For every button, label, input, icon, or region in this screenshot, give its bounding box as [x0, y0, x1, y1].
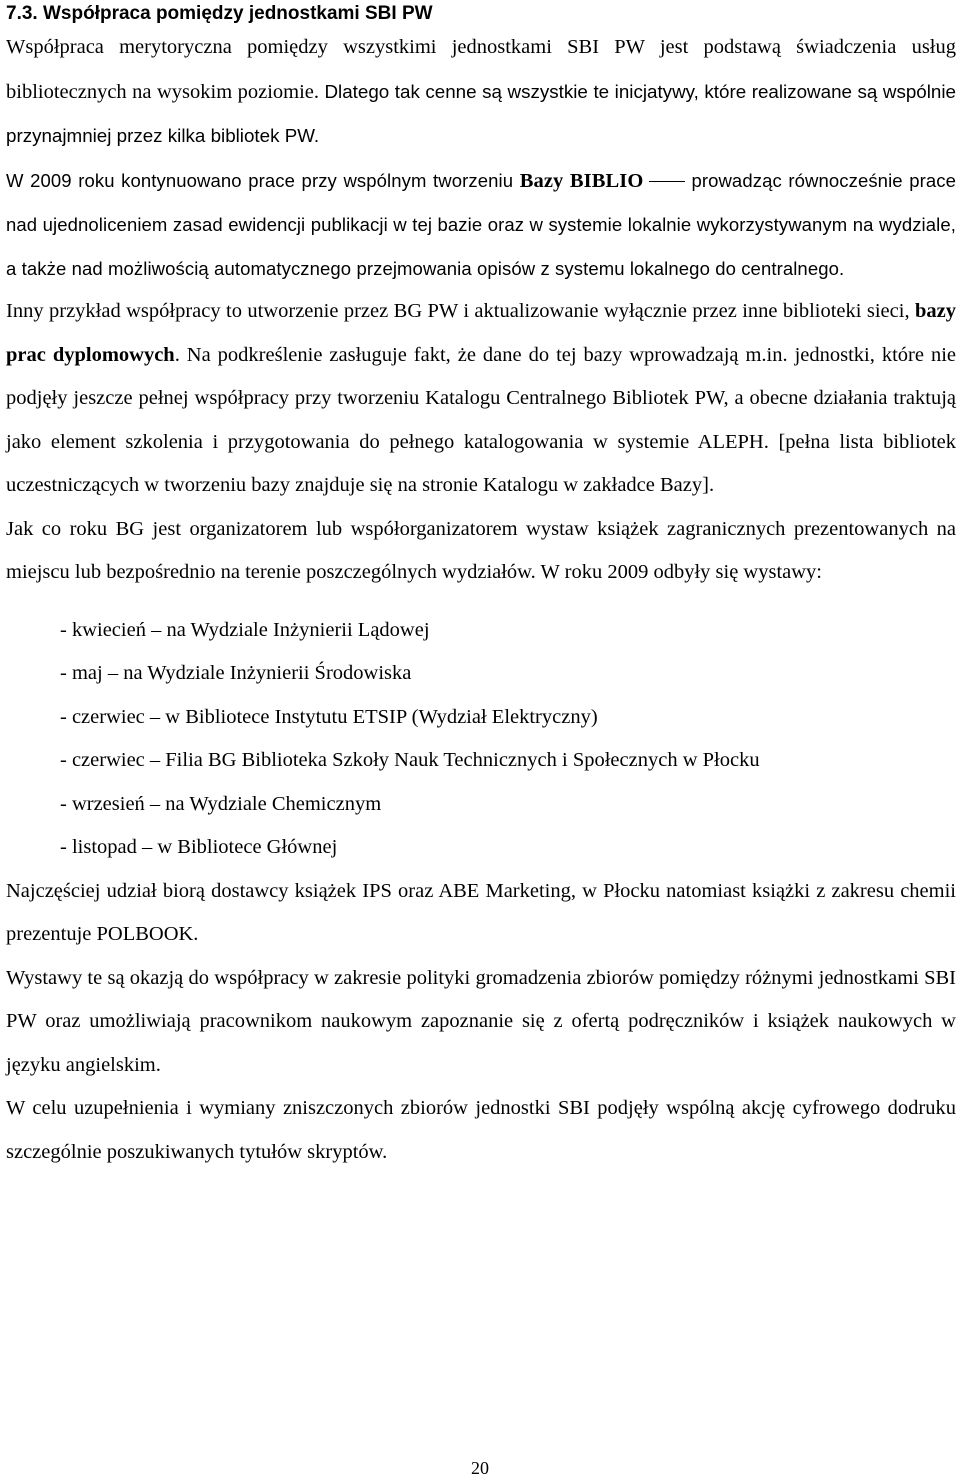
biblio-database-name: Bazy BIBLIO	[519, 169, 644, 192]
list-item: - maj – na Wydziale Inżynierii Środowiska	[60, 662, 412, 684]
paragraph-text: Współpraca merytoryczna pomiędzy wszystkimi jednostkami SBI PW jest podstawą świadczenia usług bibliotecznych na wysokim poziomie.	[6, 36, 956, 103]
paragraph-text: Inny przykład współpracy to utworzenie przez BG PW i aktualizowanie wyłącznie przez inne biblioteki sieci,	[6, 300, 910, 322]
section-heading: 7.3. Współpraca pomiędzy jednostkami SBI PW	[6, 3, 433, 24]
page-number: 20	[471, 1458, 489, 1478]
paragraph-text-sans: Dlatego tak cenne są wszystkie te inicjatywy, które realizowane są wspólnie przynajmniej przez kilka bibliotek PW.	[6, 80, 956, 146]
exhibitions-list	[6, 609, 956, 870]
list-item: - czerwiec – w Bibliotece Instytutu ETSIP (Wydział Elektryczny)	[60, 705, 598, 728]
paragraph-collection-policy: Wystawy te są okazją do współpracy w zakresie polityki gromadzenia zbiorów pomiędzy różnymi jednostkami SBI PW oraz umożliwiają pracownikom naukowym zapoznanie się z ofertą podręczników i książek naukowych w języku angielskim.	[6, 966, 956, 1076]
paragraph-diploma-database	[6, 290, 956, 508]
em-dash-rule	[649, 181, 685, 182]
list-item: - wrzesień – na Wydziale Chemicznym	[60, 792, 382, 815]
paragraph-cooperation-intro	[6, 26, 956, 159]
document-page	[6, 0, 956, 1174]
paragraph-biblio	[6, 159, 956, 291]
paragraph-text: . Na podkreślenie zasługuje fakt, że dane do tej bazy wprowadzają m.in. jednostki, które nie podjęły jeszcze pełnej współpracy przy tworzeniu Katalogu Centralnego Bibliotek PW, a obecne działania traktują jako element szkolenia i przygotowania do pełnego katalogowania w systemie ALEPH. [pełna lista bibliotek uczestniczących w tworzeniu bazy znajduje się na stronie Katalogu w zakładce Bazy].	[6, 343, 956, 496]
list-item: - kwiecień – na Wydziale Inżynierii Lądowej	[60, 618, 430, 641]
paragraph-text: W 2009 roku kontynuowano prace przy wspólnym tworzeniu	[6, 169, 514, 191]
diploma-database-name: bazy prac dyplomowych	[6, 300, 957, 366]
list-item: - czerwiec – Filia BG Biblioteka Szkoły Nauk Technicznych i Społecznych w Płocku	[60, 749, 760, 771]
list-item: - listopad – w Bibliotece Głównej	[60, 836, 338, 858]
paragraph-suppliers: Najczęściej udział biorą dostawcy książek IPS oraz ABE Marketing, w Płocku natomiast książki z zakresu chemii prezentuje POLBOOK.	[6, 879, 956, 945]
paragraph-exhibitions-intro: Jak co roku BG jest organizatorem lub współorganizatorem wystaw książek zagranicznych prezentowanych na miejscu lub bezpośrednio na terenie poszczególnych wydziałów. W roku 2009 odbyły się wystawy:	[6, 517, 956, 583]
paragraph-text: prowadząc równocześnie prace nad ujednoliceniem zasad ewidencji publikacji w tej bazie oraz w systemie lokalnie wykorzystywanym na wydziale, a także nad możliwością automatycznego przejmowania opisów z systemu lokalnego do centralnego.	[6, 169, 956, 279]
paragraph-digital-reprint: W celu uzupełnienia i wymiany zniszczonych zbiorów jednostki SBI podjęły wspólną akcję cyfrowego dodruku szczególnie poszukiwanych tytułów skryptów.	[6, 1097, 956, 1163]
